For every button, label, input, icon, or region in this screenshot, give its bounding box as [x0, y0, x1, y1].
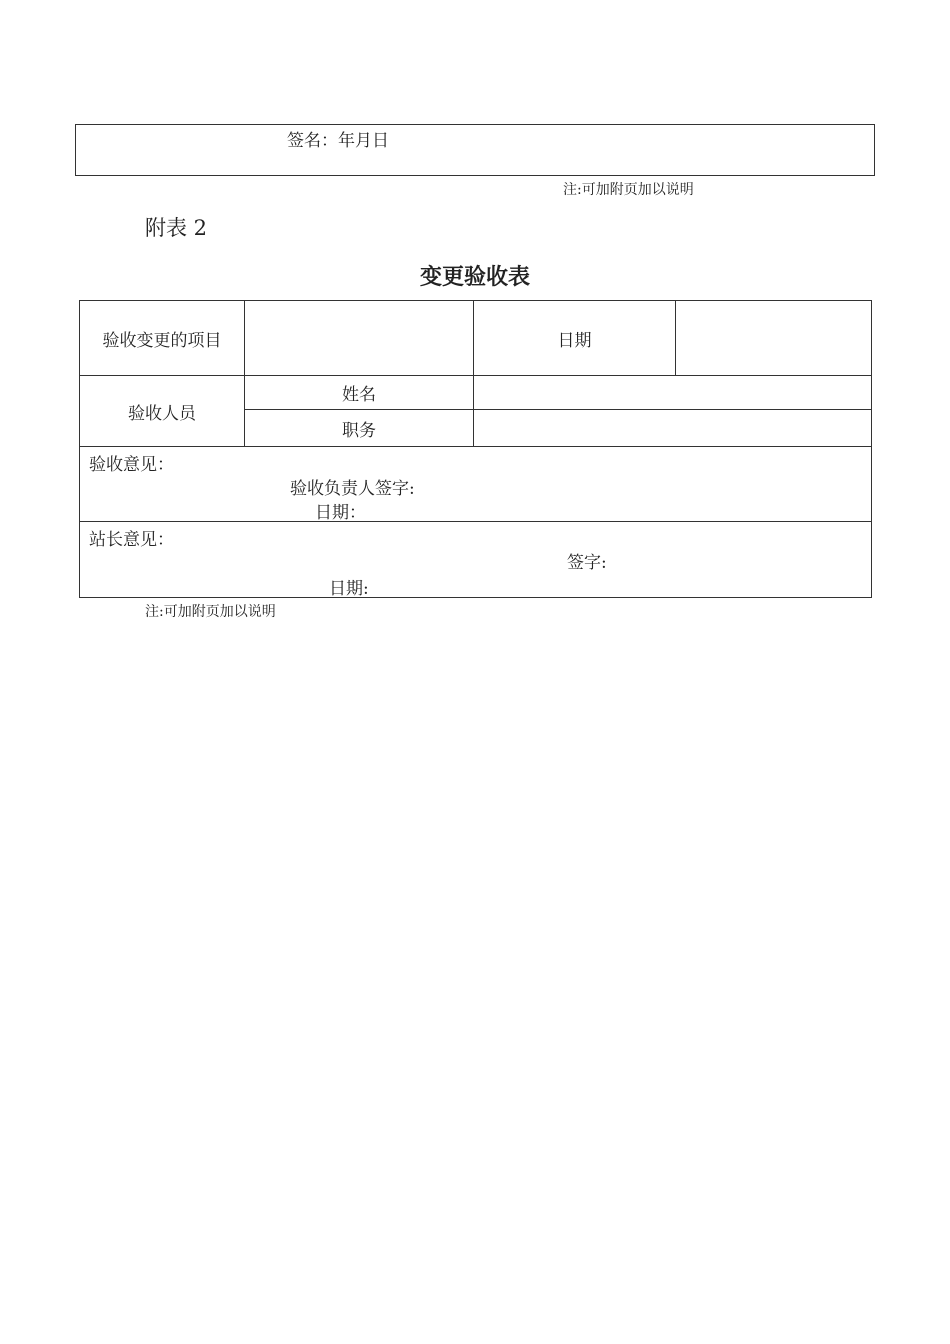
acceptance-opinion-label: 验收意见： [89, 455, 174, 475]
station-date-label: 日期: [329, 579, 369, 599]
row-divider [79, 446, 872, 447]
item-value-field[interactable] [245, 301, 473, 375]
previous-table-signature-box [75, 124, 875, 176]
position-label: 职务 [342, 420, 376, 441]
name-label: 姓名 [342, 385, 376, 405]
signature-date-label: 签名：年月日 [287, 131, 389, 151]
responsible-signature-label: 验收负责人签字: [290, 479, 415, 499]
bottom-note: 注:可加附页加以说明 [145, 604, 276, 620]
appendix-label: 附表 2 [145, 216, 208, 240]
name-value-field[interactable] [474, 376, 871, 409]
station-opinion-label: 站长意见： [89, 530, 174, 550]
station-signature-label: 签字: [567, 553, 607, 573]
personnel-label: 验收人员 [128, 403, 196, 424]
position-value-field[interactable] [474, 410, 871, 446]
date-value-field[interactable] [676, 301, 871, 375]
date-label: 日期 [557, 330, 592, 351]
row-divider [79, 521, 872, 522]
form-title: 变更验收表 [419, 264, 530, 290]
item-label: 验收变更的项目 [102, 330, 222, 351]
top-note: 注:可加附页加以说明 [563, 182, 694, 198]
acceptance-date-label: 日期： [315, 503, 366, 523]
